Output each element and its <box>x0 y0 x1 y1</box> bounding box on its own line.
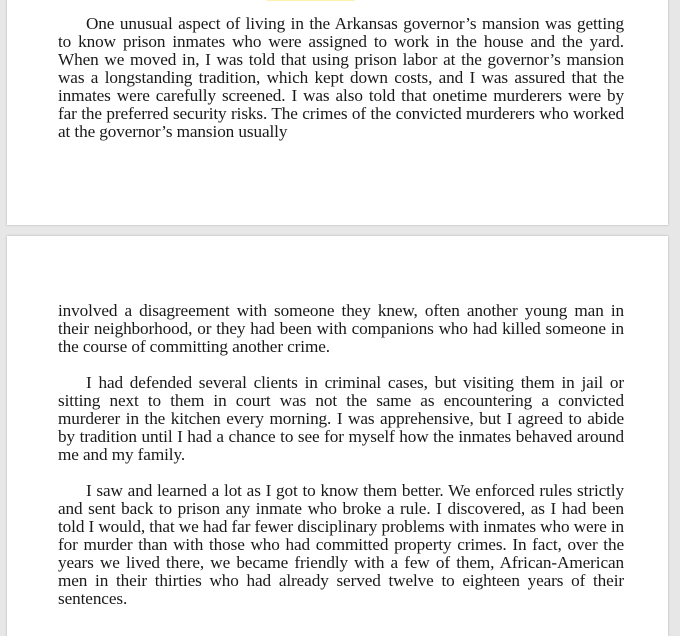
document-page-2 <box>7 236 668 636</box>
paragraph: One unusual aspect of living in the Arkansas governor’s mansion was getting to know prison inmates who were assigned to work in the house and the yard. When we moved in, I was told that using prison labor at the governor’s mansion was a longstanding tradition, which kept down costs, and I was assured that the inmates were carefully screened. I was also told that onetime murderers were by far the preferred security risks. The crimes of the convicted murderers who worked at the governor’s mansion usually <box>58 14 624 141</box>
paragraph-continued: involved a disagreement with someone they knew, often another young man in their neighborhood, or they had been with companions who had killed someone in the course of committing another crime. <box>58 301 624 356</box>
paragraph: I saw and learned a lot as I got to know them better. We enforced rules strictly and sent back to prison any inmate who broke a rule. I discovered, as I had been told I would, that we had far fewer disciplinary problems with inmates who were in for murder than with those who had committed property crimes. In fact, over the years we lived there, we became friendly with a few of them, African-American men in their thirties who had already served twelve to eighteen years of their sentences. <box>58 481 624 608</box>
text-highlight <box>267 0 355 1</box>
document-page-1 <box>7 0 668 225</box>
text-column <box>58 302 624 626</box>
paragraph: I had defended several clients in criminal cases, but visiting them in jail or sitting next to them in court was not the same as encountering a convicted murderer in the kitchen every morning. I was apprehensive, but I agreed to abide by tradition until I had a chance to see for myself how the inmates behaved around me and my family. <box>58 373 624 464</box>
text-column <box>58 15 624 159</box>
